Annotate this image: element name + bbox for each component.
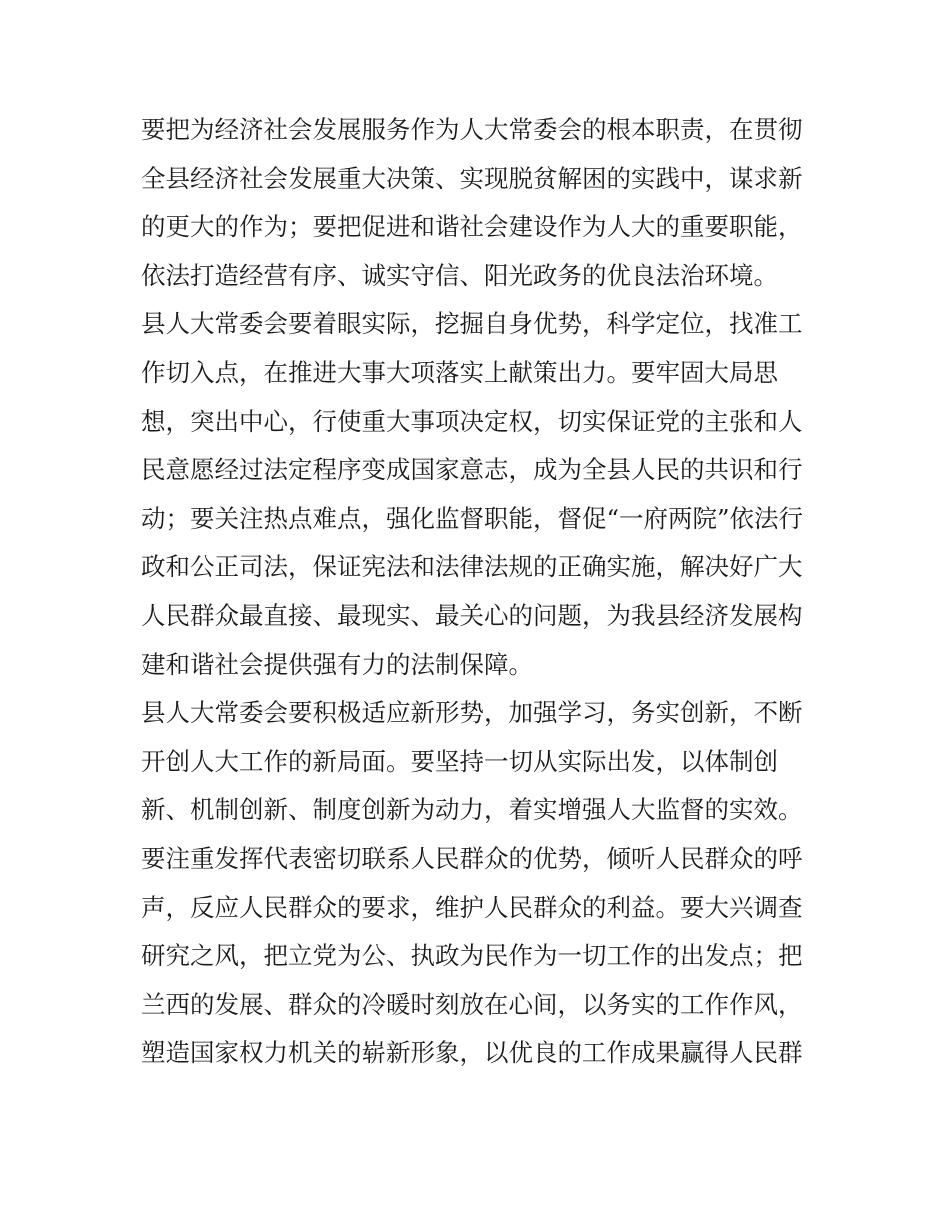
paragraph-1 [141, 106, 821, 300]
text-line: 建和谐社会提供强有力的法制保障。 [141, 649, 533, 679]
text-line: 要把为经济社会发展服务作为人大常委会的根本职责，在贯彻 [141, 115, 803, 144]
text-line: 兰西的发展、群众的冷暖时刻放在心间，以务实的工作作风， [141, 989, 803, 1019]
text-line: 县人大常委会要着眼实际，挖掘自身优势，科学定位，找准工 [141, 309, 803, 339]
text-line: 研究之风，把立党为公、执政为民作为一切工作的出发点；把 [141, 941, 803, 971]
document-body [141, 106, 821, 1078]
paragraph-2 [141, 300, 821, 689]
text-line: 要注重发挥代表密切联系人民群众的优势，倾听人民群众的呼 [141, 843, 803, 873]
paragraph-3 [141, 689, 821, 1078]
text-line: 人民群众最直接、最现实、最关心的问题，为我县经济发展构 [141, 600, 803, 630]
text-line: 的更大的作为；要把促进和谐社会建设作为人大的重要职能， [141, 212, 803, 242]
text-line: 动；要关注热点难点，强化监督职能，督促“一府两院”依法行 [141, 503, 804, 533]
text-line: 想，突出中心，行使重大事项决定权，切实保证党的主张和人 [141, 406, 803, 436]
text-line: 民意愿经过法定程序变成国家意志，成为全县人民的共识和行 [141, 455, 803, 485]
text-line: 政和公正司法，保证宪法和法律法规的正确实施，解决好广大 [141, 552, 803, 582]
text-line: 新、机制创新、制度创新为动力，着实增强人大监督的实效。 [141, 795, 803, 825]
text-line: 塑造国家权力机关的崭新形象，以优良的工作成果赢得人民群 [141, 1038, 803, 1068]
text-line: 依法打造经营有序、诚实守信、阳光政务的优良法治环境。 [141, 260, 778, 290]
text-line: 声，反应人民群众的要求，维护人民群众的利益。要大兴调查 [141, 892, 803, 922]
text-line: 县人大常委会要积极适应新形势，加强学习，务实创新，不断 [141, 698, 803, 728]
text-line: 作切入点，在推进大事大项落实上献策出力。要牢固大局思 [141, 357, 778, 387]
text-line: 开创人大工作的新局面。要坚持一切从实际出发，以体制创 [141, 746, 778, 776]
text-line: 全县经济社会发展重大决策、实现脱贫解困的实践中，谋求新 [141, 163, 803, 193]
